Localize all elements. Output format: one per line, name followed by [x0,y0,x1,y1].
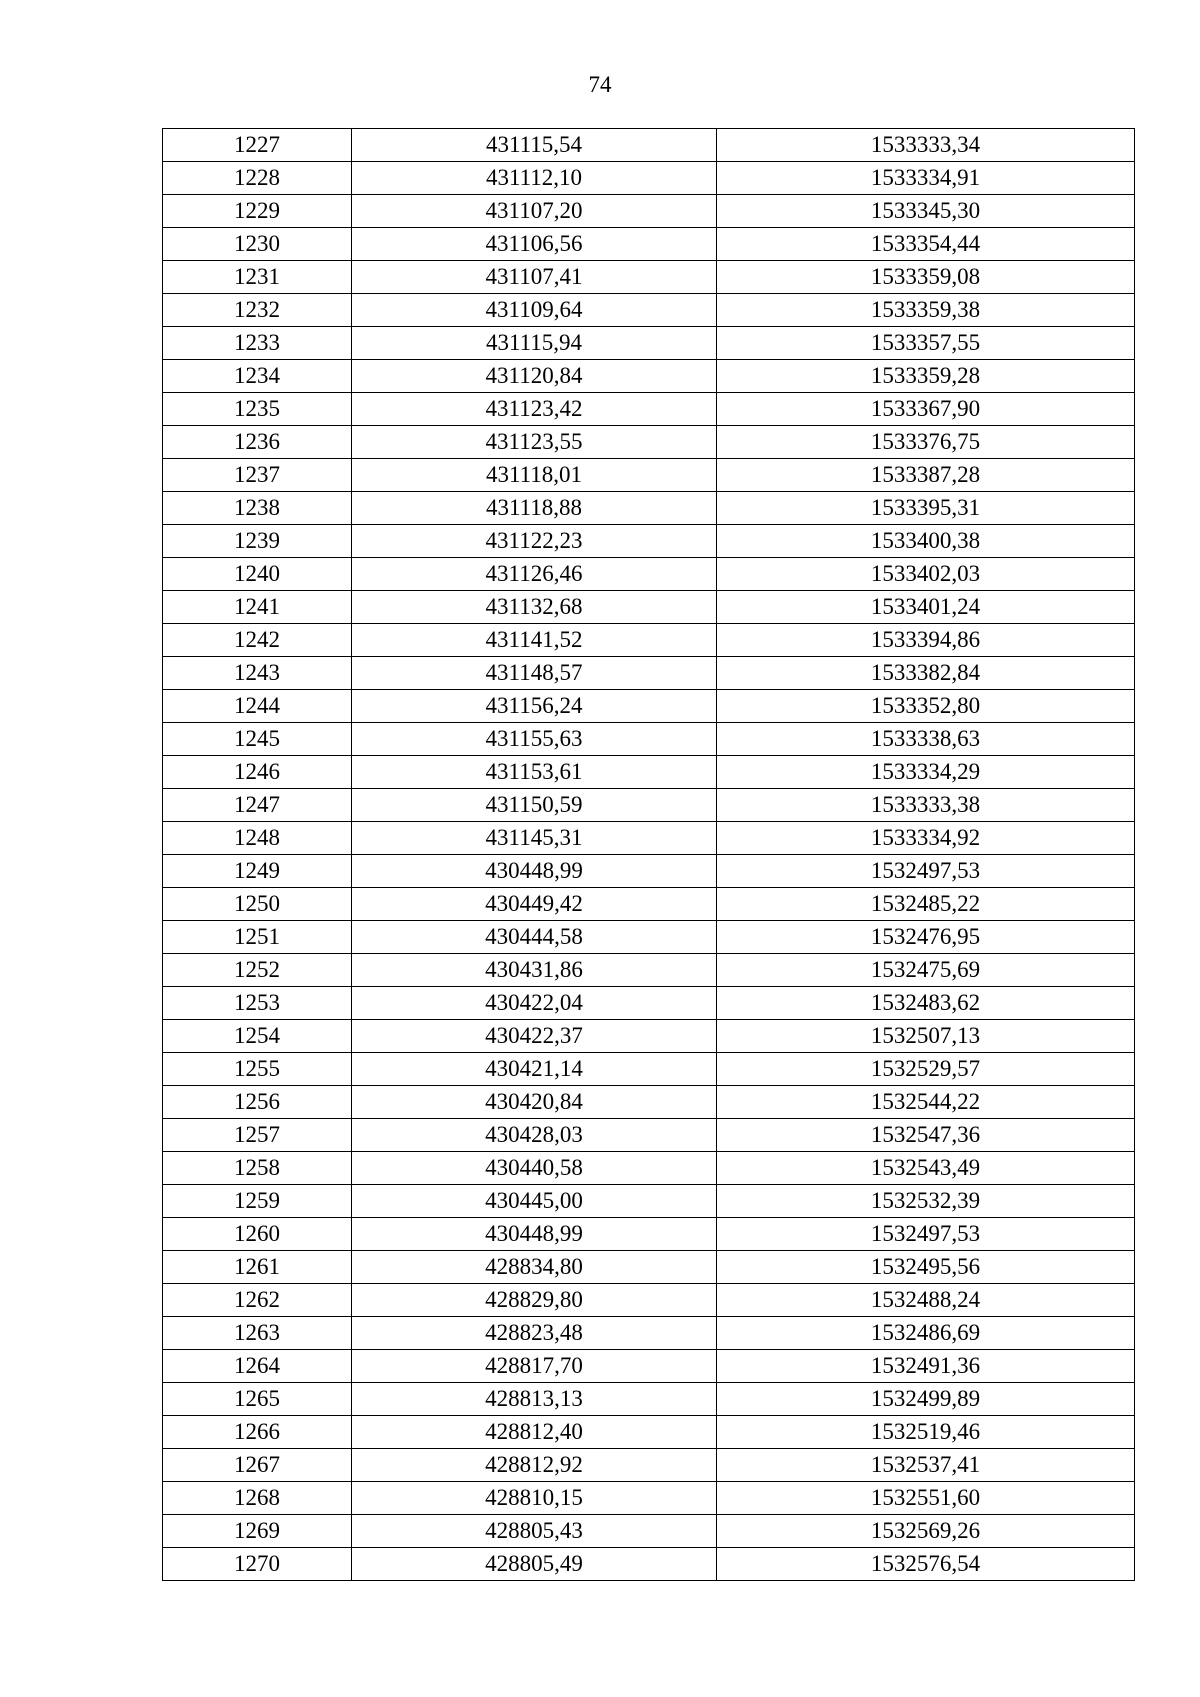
x-coordinate-cell: 428823,48 [352,1317,717,1350]
y-coordinate-cell: 1533333,38 [717,789,1135,822]
y-coordinate-cell: 1533395,31 [717,492,1135,525]
x-coordinate-cell: 431118,88 [352,492,717,525]
table-row [163,459,1135,492]
x-coordinate-cell: 430449,42 [352,888,717,921]
table-row [163,723,1135,756]
y-coordinate-cell: 1532483,62 [717,987,1135,1020]
y-coordinate-cell: 1533402,03 [717,558,1135,591]
table-row [163,624,1135,657]
point-number-cell: 1262 [163,1284,352,1317]
x-coordinate-cell: 431122,23 [352,525,717,558]
point-number-cell: 1263 [163,1317,352,1350]
y-coordinate-cell: 1532491,36 [717,1350,1135,1383]
y-coordinate-cell: 1532532,39 [717,1185,1135,1218]
x-coordinate-cell: 430421,14 [352,1053,717,1086]
y-coordinate-cell: 1533359,28 [717,360,1135,393]
point-number-cell: 1258 [163,1152,352,1185]
y-coordinate-cell: 1533357,55 [717,327,1135,360]
point-number-cell: 1268 [163,1482,352,1515]
table-row [163,1350,1135,1383]
point-number-cell: 1230 [163,228,352,261]
table-row [163,822,1135,855]
table-row [163,162,1135,195]
y-coordinate-cell: 1532497,53 [717,855,1135,888]
point-number-cell: 1253 [163,987,352,1020]
y-coordinate-cell: 1533394,86 [717,624,1135,657]
point-number-cell: 1244 [163,690,352,723]
y-coordinate-cell: 1532497,53 [717,1218,1135,1251]
y-coordinate-cell: 1532507,13 [717,1020,1135,1053]
y-coordinate-cell: 1533333,34 [717,129,1135,162]
x-coordinate-cell: 431132,68 [352,591,717,624]
y-coordinate-cell: 1532519,46 [717,1416,1135,1449]
table-row [163,855,1135,888]
table-row [163,921,1135,954]
point-number-cell: 1237 [163,459,352,492]
table-row [163,1449,1135,1482]
point-number-cell: 1228 [163,162,352,195]
point-number-cell: 1227 [163,129,352,162]
table-row [163,393,1135,426]
table-row [163,1383,1135,1416]
x-coordinate-cell: 431145,31 [352,822,717,855]
point-number-cell: 1261 [163,1251,352,1284]
table-row [163,1548,1135,1581]
coordinates-table [162,128,1135,1581]
y-coordinate-cell: 1532537,41 [717,1449,1135,1482]
x-coordinate-cell: 431123,42 [352,393,717,426]
y-coordinate-cell: 1532529,57 [717,1053,1135,1086]
table-row [163,327,1135,360]
x-coordinate-cell: 431106,56 [352,228,717,261]
point-number-cell: 1250 [163,888,352,921]
table-row [163,360,1135,393]
y-coordinate-cell: 1533334,91 [717,162,1135,195]
x-coordinate-cell: 430428,03 [352,1119,717,1152]
y-coordinate-cell: 1533345,30 [717,195,1135,228]
table-row [163,657,1135,690]
x-coordinate-cell: 431107,41 [352,261,717,294]
point-number-cell: 1243 [163,657,352,690]
y-coordinate-cell: 1533367,90 [717,393,1135,426]
x-coordinate-cell: 431126,46 [352,558,717,591]
y-coordinate-cell: 1532476,95 [717,921,1135,954]
x-coordinate-cell: 431153,61 [352,756,717,789]
point-number-cell: 1265 [163,1383,352,1416]
y-coordinate-cell: 1532543,49 [717,1152,1135,1185]
point-number-cell: 1229 [163,195,352,228]
x-coordinate-cell: 431109,64 [352,294,717,327]
table-row [163,690,1135,723]
point-number-cell: 1235 [163,393,352,426]
point-number-cell: 1259 [163,1185,352,1218]
point-number-cell: 1232 [163,294,352,327]
point-number-cell: 1234 [163,360,352,393]
table-row [163,888,1135,921]
x-coordinate-cell: 431115,54 [352,129,717,162]
x-coordinate-cell: 430420,84 [352,1086,717,1119]
y-coordinate-cell: 1533376,75 [717,426,1135,459]
point-number-cell: 1245 [163,723,352,756]
x-coordinate-cell: 431156,24 [352,690,717,723]
point-number-cell: 1246 [163,756,352,789]
y-coordinate-cell: 1532475,69 [717,954,1135,987]
table-row [163,1284,1135,1317]
y-coordinate-cell: 1532551,60 [717,1482,1135,1515]
point-number-cell: 1231 [163,261,352,294]
x-coordinate-cell: 430440,58 [352,1152,717,1185]
y-coordinate-cell: 1532576,54 [717,1548,1135,1581]
table-row [163,129,1135,162]
x-coordinate-cell: 428813,13 [352,1383,717,1416]
point-number-cell: 1254 [163,1020,352,1053]
table-row [163,492,1135,525]
x-coordinate-cell: 431150,59 [352,789,717,822]
x-coordinate-cell: 431155,63 [352,723,717,756]
y-coordinate-cell: 1533359,08 [717,261,1135,294]
y-coordinate-cell: 1532488,24 [717,1284,1135,1317]
y-coordinate-cell: 1532547,36 [717,1119,1135,1152]
table-row [163,954,1135,987]
y-coordinate-cell: 1533400,38 [717,525,1135,558]
x-coordinate-cell: 428812,40 [352,1416,717,1449]
x-coordinate-cell: 431112,10 [352,162,717,195]
point-number-cell: 1239 [163,525,352,558]
x-coordinate-cell: 430422,04 [352,987,717,1020]
x-coordinate-cell: 428817,70 [352,1350,717,1383]
x-coordinate-cell: 430431,86 [352,954,717,987]
point-number-cell: 1257 [163,1119,352,1152]
table-row [163,525,1135,558]
y-coordinate-cell: 1533334,29 [717,756,1135,789]
y-coordinate-cell: 1532495,56 [717,1251,1135,1284]
x-coordinate-cell: 430444,58 [352,921,717,954]
x-coordinate-cell: 430422,37 [352,1020,717,1053]
table-row [163,1515,1135,1548]
point-number-cell: 1264 [163,1350,352,1383]
x-coordinate-cell: 431141,52 [352,624,717,657]
table-row [163,1416,1135,1449]
coordinates-table-body [163,129,1135,1581]
y-coordinate-cell: 1532486,69 [717,1317,1135,1350]
table-row [163,1152,1135,1185]
table-row [163,1185,1135,1218]
y-coordinate-cell: 1532544,22 [717,1086,1135,1119]
y-coordinate-cell: 1532499,89 [717,1383,1135,1416]
point-number-cell: 1269 [163,1515,352,1548]
x-coordinate-cell: 431123,55 [352,426,717,459]
table-row [163,1119,1135,1152]
point-number-cell: 1251 [163,921,352,954]
y-coordinate-cell: 1533338,63 [717,723,1135,756]
point-number-cell: 1256 [163,1086,352,1119]
point-number-cell: 1270 [163,1548,352,1581]
x-coordinate-cell: 428834,80 [352,1251,717,1284]
point-number-cell: 1233 [163,327,352,360]
table-row [163,987,1135,1020]
x-coordinate-cell: 431148,57 [352,657,717,690]
y-coordinate-cell: 1533387,28 [717,459,1135,492]
point-number-cell: 1260 [163,1218,352,1251]
table-row [163,426,1135,459]
y-coordinate-cell: 1533359,38 [717,294,1135,327]
point-number-cell: 1252 [163,954,352,987]
table-row [163,1020,1135,1053]
point-number-cell: 1267 [163,1449,352,1482]
y-coordinate-cell: 1532485,22 [717,888,1135,921]
x-coordinate-cell: 428812,92 [352,1449,717,1482]
table-row [163,261,1135,294]
x-coordinate-cell: 431120,84 [352,360,717,393]
x-coordinate-cell: 430448,99 [352,855,717,888]
y-coordinate-cell: 1533334,92 [717,822,1135,855]
y-coordinate-cell: 1533382,84 [717,657,1135,690]
table-row [163,1251,1135,1284]
y-coordinate-cell: 1532569,26 [717,1515,1135,1548]
table-row [163,1053,1135,1086]
point-number-cell: 1266 [163,1416,352,1449]
point-number-cell: 1247 [163,789,352,822]
table-row [163,195,1135,228]
table-row [163,756,1135,789]
table-row [163,294,1135,327]
table-row [163,228,1135,261]
point-number-cell: 1249 [163,855,352,888]
point-number-cell: 1236 [163,426,352,459]
y-coordinate-cell: 1533354,44 [717,228,1135,261]
point-number-cell: 1248 [163,822,352,855]
y-coordinate-cell: 1533352,80 [717,690,1135,723]
point-number-cell: 1240 [163,558,352,591]
point-number-cell: 1242 [163,624,352,657]
table-row [163,591,1135,624]
table-row [163,1317,1135,1350]
table-row [163,558,1135,591]
page-number: 74 [588,72,612,97]
x-coordinate-cell: 431118,01 [352,459,717,492]
x-coordinate-cell: 430445,00 [352,1185,717,1218]
point-number-cell: 1255 [163,1053,352,1086]
x-coordinate-cell: 430448,99 [352,1218,717,1251]
x-coordinate-cell: 428829,80 [352,1284,717,1317]
x-coordinate-cell: 431115,94 [352,327,717,360]
table-row [163,1482,1135,1515]
x-coordinate-cell: 428805,43 [352,1515,717,1548]
table-row [163,789,1135,822]
x-coordinate-cell: 428810,15 [352,1482,717,1515]
table-row [163,1086,1135,1119]
x-coordinate-cell: 428805,49 [352,1548,717,1581]
point-number-cell: 1241 [163,591,352,624]
y-coordinate-cell: 1533401,24 [717,591,1135,624]
point-number-cell: 1238 [163,492,352,525]
x-coordinate-cell: 431107,20 [352,195,717,228]
table-row [163,1218,1135,1251]
